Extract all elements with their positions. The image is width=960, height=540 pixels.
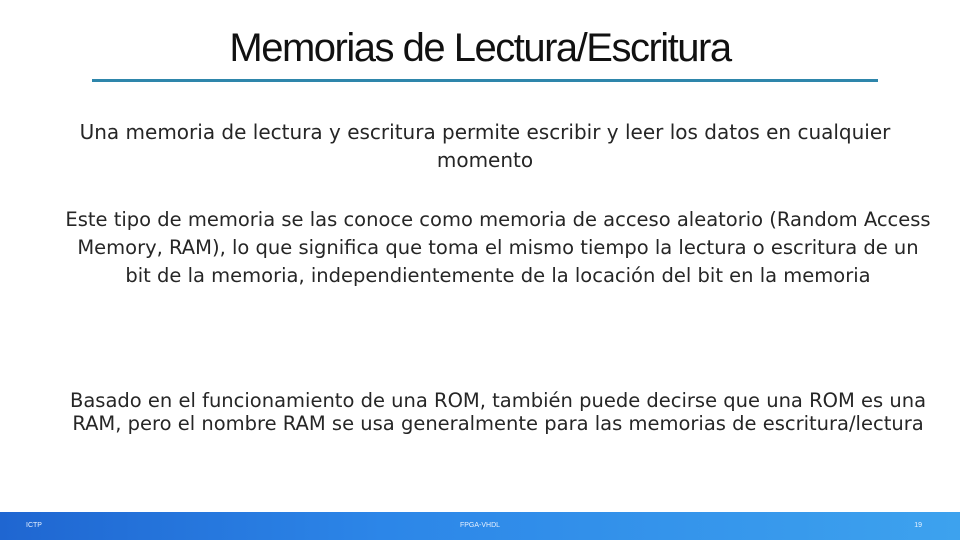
paragraph-ram-definition: Este tipo de memoria se las conoce como memoria de acceso aleatorio (Random Access Memory, RAM), lo que significa que toma el mismo tiempo la lectura o escritura de un bit de la memoria, independientemente de la locación del bit en la memoria [65,208,931,287]
footer-bar [0,512,960,540]
slide-title: Memorias de Lectura/Escritura [229,26,731,70]
paragraph-rom-ram-relation: Basado en el funcionamiento de una ROM, también puede decirse que una ROM es una RAM, pero el nombre RAM se usa generalmente para las memorias de escritura/lectura [69,389,927,435]
footer-page-number: 19 [914,522,922,529]
footer-organization: ICTP [26,522,42,529]
paragraph-read-write-memory: Una memoria de lectura y escritura permite escribir y leer los datos en cualquier momento [79,120,891,172]
title-underline [92,79,878,82]
footer-course: FPGA-VHDL [459,522,501,529]
